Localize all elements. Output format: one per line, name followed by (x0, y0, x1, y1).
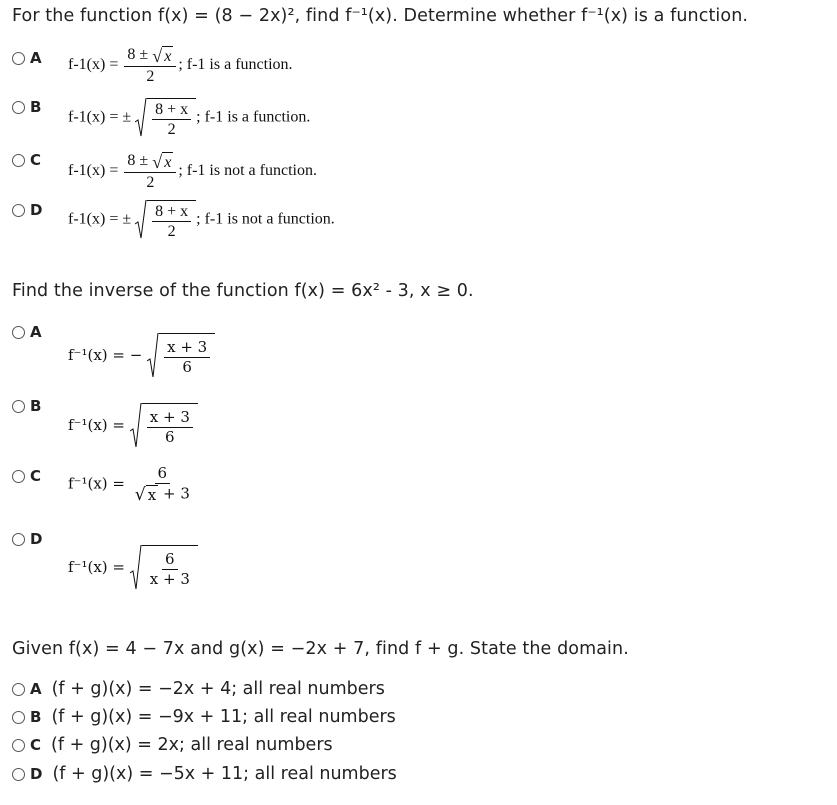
q2-option-a-formula (68, 333, 215, 379)
numerator: 6 (162, 551, 178, 570)
q2-option-a[interactable] (12, 323, 42, 341)
square-root: √ x (134, 484, 157, 505)
option-letter: B (30, 708, 42, 726)
denominator: 2 (167, 120, 176, 138)
option-letter: C (30, 467, 42, 485)
option-letter: A (30, 680, 42, 698)
numerator: 8 + x (152, 101, 191, 120)
formula-lhs: f⁻¹(x) = (68, 558, 125, 576)
q2-option-b-formula (68, 403, 198, 449)
q2-option-b[interactable] (12, 397, 41, 415)
option-letter: B (30, 397, 42, 415)
square-root (130, 403, 198, 449)
formula-note: ; f-1 is not a function. (178, 162, 317, 180)
radio-button[interactable] (12, 101, 25, 114)
q1-option-b-formula (68, 98, 310, 138)
numerator: 8 + x (152, 203, 191, 222)
formula-lhs: f-1(x) = ± (68, 108, 132, 126)
formula-note: ; f-1 is a function. (178, 56, 293, 74)
q2-option-c[interactable] (12, 467, 41, 485)
q2-option-d[interactable] (12, 530, 42, 548)
formula-lhs: f⁻¹(x) = − (68, 346, 143, 364)
option-letter: B (30, 98, 42, 116)
denominator: 2 (146, 68, 155, 85)
q3-option-d[interactable] (12, 764, 397, 784)
q1-option-d[interactable] (12, 201, 42, 219)
denominator: 6 (165, 427, 175, 446)
denominator: 2 (146, 174, 155, 191)
square-root: √ x (152, 45, 172, 66)
q3-option-b[interactable] (12, 707, 396, 727)
formula-lhs: f⁻¹(x) = (68, 474, 125, 493)
square-root (147, 333, 215, 379)
q2-option-d-formula (68, 545, 198, 591)
radio-button[interactable] (12, 768, 25, 781)
option-letter: D (30, 765, 43, 783)
question-1-prompt: For the function f(x) = (8 − 2x)², find f⁻¹(x). Determine whether f⁻¹(x) is a function. (12, 6, 749, 26)
radicand: x (147, 486, 157, 504)
numerator: 6 (155, 465, 171, 484)
q1-option-c-formula (68, 152, 317, 191)
formula-note: ; f-1 is not a function. (196, 210, 335, 228)
q1-option-a[interactable] (12, 49, 42, 67)
question-3-prompt: Given f(x) = 4 − 7x and g(x) = −2x + 7, find f + g. State the domain. (12, 639, 629, 659)
square-root (135, 98, 196, 138)
option-letter: C (30, 151, 42, 169)
radicand: x (164, 48, 172, 65)
q1-option-d-formula (68, 200, 335, 240)
q3-option-a[interactable] (12, 679, 385, 699)
formula-lhs: f⁻¹(x) = (68, 416, 125, 434)
square-root: √ x (152, 151, 172, 172)
formula-note: ; f-1 is a function. (196, 108, 311, 126)
formula-lhs: f-1(x) = ± (68, 210, 132, 228)
square-root (130, 545, 198, 591)
radio-button[interactable] (12, 326, 25, 339)
option-letter: A (30, 323, 42, 341)
formula-lhs: f-1(x) = (68, 162, 119, 180)
denominator-tail: + 3 (158, 484, 190, 503)
radio-button[interactable] (12, 533, 25, 546)
q2-option-c-formula (68, 465, 195, 504)
option-text: (f + g)(x) = −9x + 11; all real numbers (51, 707, 396, 727)
q1-option-a-formula (68, 46, 293, 85)
numerator: x + 3 (147, 409, 193, 428)
q1-option-c[interactable] (12, 151, 41, 169)
question-2-prompt: Find the inverse of the function f(x) = 6x² - 3, x ≥ 0. (12, 281, 474, 301)
option-letter: D (30, 201, 43, 219)
radio-button[interactable] (12, 711, 25, 724)
option-text: (f + g)(x) = −2x + 4; all real numbers (51, 679, 385, 699)
fraction (124, 46, 176, 85)
square-root (135, 200, 196, 240)
denominator: x + 3 (149, 569, 190, 588)
numerator-prefix: 8 ± (127, 46, 149, 64)
denominator: 6 (182, 357, 192, 376)
radio-button[interactable] (12, 739, 25, 752)
formula-lhs: f-1(x) = (68, 56, 119, 74)
radicand: x (164, 154, 172, 171)
option-text: (f + g)(x) = −5x + 11; all real numbers (52, 764, 397, 784)
q1-option-b[interactable] (12, 98, 41, 116)
radio-button[interactable] (12, 400, 25, 413)
radio-button[interactable] (12, 154, 25, 167)
fraction (124, 152, 176, 191)
option-letter: D (30, 530, 43, 548)
radio-button[interactable] (12, 683, 25, 696)
numerator-prefix: 8 ± (127, 152, 149, 170)
fraction (132, 465, 193, 504)
radio-button[interactable] (12, 204, 25, 217)
q3-option-c[interactable] (12, 735, 333, 755)
numerator: x + 3 (164, 339, 210, 358)
radio-button[interactable] (12, 470, 25, 483)
radio-button[interactable] (12, 52, 25, 65)
denominator: 2 (167, 222, 176, 240)
option-letter: A (30, 49, 42, 67)
option-letter: C (30, 736, 42, 754)
option-text: (f + g)(x) = 2x; all real numbers (51, 735, 333, 755)
